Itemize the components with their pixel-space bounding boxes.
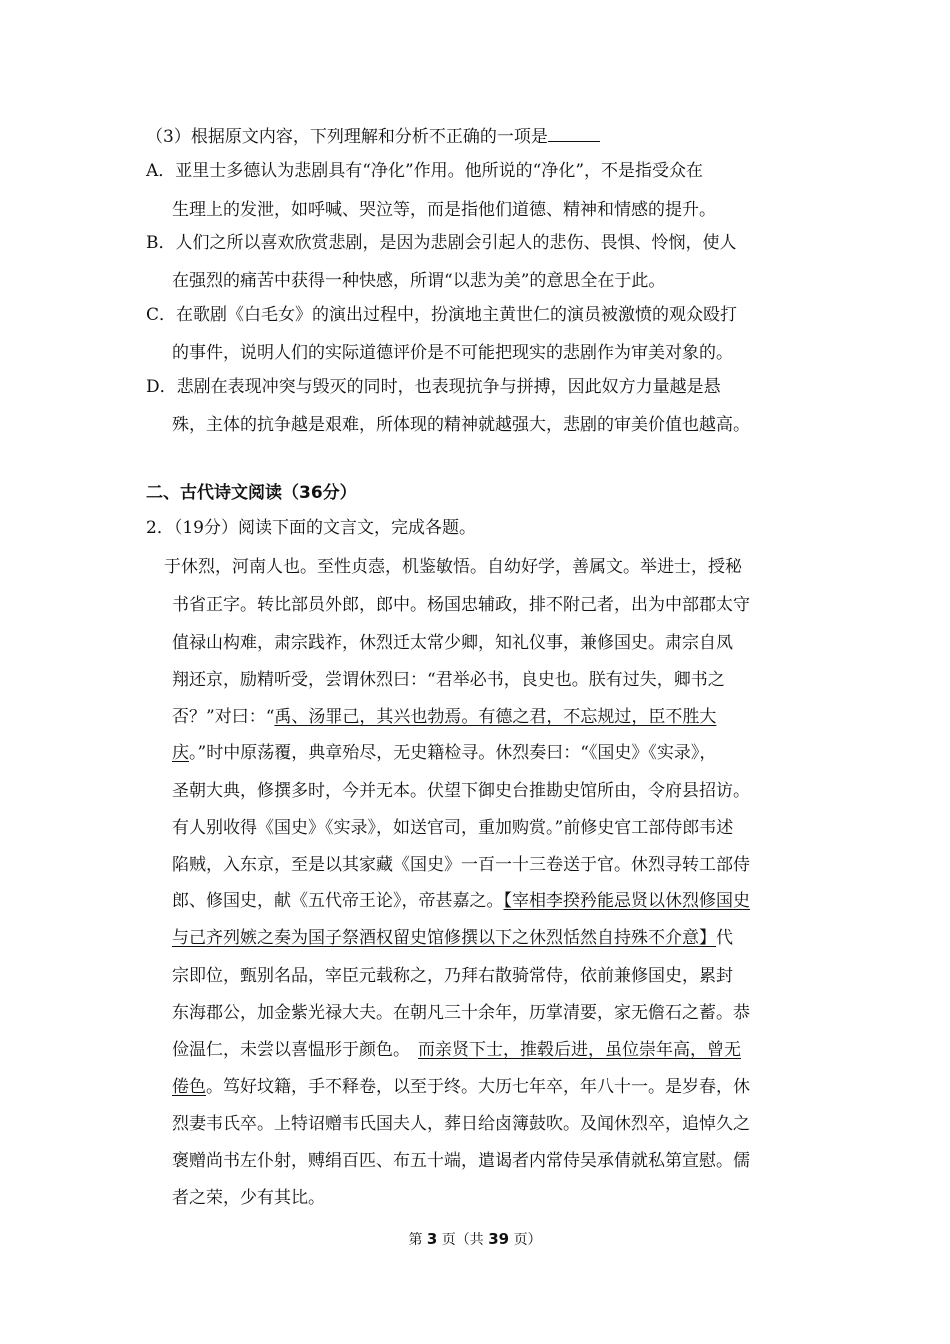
passage-line: 者之荣，少有其比。: [172, 1188, 325, 1208]
answer-blank: [548, 125, 600, 142]
passage-line: 否？”对曰：“禹、汤罪己，其兴也勃焉。有德之君，不忘规过，臣不胜大: [172, 707, 717, 727]
passage-line: 与己齐列嫉之奏为国子祭酒权留史馆修撰以下之休烈恬然自持殊不介意】代: [172, 928, 733, 948]
option-c-line2: 的事件，说明人们的实际道德评价是不可能把现实的悲剧作为审美对象的。: [172, 343, 733, 363]
passage-line: 烈妻韦氏卒。上特诏赠韦氏国夫人，葬日给卤簿鼓吹。及闻休烈卒，追悼久之: [172, 1114, 750, 1134]
total-pages: 39: [488, 1230, 510, 1248]
section-heading: 二、古代诗文阅读（36分）: [146, 483, 357, 503]
passage-line: 有人别收得《国史》《实录》，如送官司，重加购赏。”前修史官工部侍郎韦述: [172, 818, 734, 838]
passage-line: 值禄山构难，肃宗践祚，休烈迁太常少卿，知礼仪事，兼修国史。肃宗自凤: [172, 633, 733, 653]
option-d-line2: 殊，主体的抗争越是艰难，所体现的精神就越强大，悲剧的审美价值也越高。: [172, 415, 750, 435]
passage-line: 圣朝大典，修撰多时，今并无本。伏望下御史台推勘史馆所由，令府县招访。: [172, 781, 750, 801]
passage-line: 庆。”时中原荡覆，典章殆尽，无史籍检寻。休烈奏曰：“《国史》《实录》，: [172, 743, 717, 763]
underlined-sentence-1: 禹、汤罪己，其兴也勃焉。有德之君，不忘规过，臣不胜大: [274, 707, 717, 727]
passage-line: 褒赠尚书左仆射，赙绢百匹、布五十端，遣谒者内常侍吴承倩就私第宣慰。儒: [172, 1151, 750, 1171]
underlined-sentence-1-end: 庆: [172, 743, 189, 763]
option-c-line1: C．在歌剧《白毛女》的演出过程中，扮演地主黄世仁的演员被激愤的观众殴打: [146, 305, 738, 325]
underlined-sentence-2-end: 倦色: [172, 1077, 206, 1097]
passage-line: 于休烈，河南人也。至性贞悫，机鉴敏悟。自幼好学，善属文。举进士，授秘: [164, 557, 742, 577]
passage-line: 宗即位，甄别名品，宰臣元载称之，乃拜右散骑常侍，依前兼修国史，累封: [172, 966, 733, 986]
option-a-line2: 生理上的发泄，如呼喊、哭泣等，而是指他们道德、精神和情感的提升。: [172, 200, 716, 220]
bracketed-unpunctuated-passage-end: 与己齐列嫉之奏为国子祭酒权留史馆修撰以下之休烈恬然自持殊不介意】: [172, 928, 716, 948]
option-a-line1: A．亚里士多德认为悲剧具有“净化”作用。他所说的“净化”，不是指受众在: [146, 161, 704, 181]
passage-line: 陷贼，入东京，至是以其家藏《国史》一百一十三卷送于官。休烈寻转工部侍: [172, 855, 750, 875]
page-footer: 第 3 页（共 39 页）: [408, 1230, 542, 1248]
question-2-intro: 2．（19分）阅读下面的文言文，完成各题。: [146, 518, 476, 538]
passage-line: 书省正字。转比部员外郎，郎中。杨国忠辅政，排不附己者，出为中部郡太守: [172, 595, 750, 615]
option-b-line2: 在强烈的痛苦中获得一种快感，所谓“以悲为美”的意思全在于此。: [172, 271, 666, 291]
passage-line: 倦色。笃好坟籍，手不释卷，以至于终。大历七年卒，年八十一。是岁春，休: [172, 1077, 750, 1097]
page-number: 3: [426, 1230, 438, 1248]
passage-line: 翔还京，励精听受，尝谓休烈曰：“君举必书，良史也。朕有过失，卿书之: [172, 670, 725, 690]
bracketed-unpunctuated-passage: 【宰相李揆矜能忌贤以休烈修国史: [503, 891, 750, 911]
option-d-line1: D．悲剧在表现冲突与毁灭的同时，也表现抗争与拼搏，因此奴方力量越是悬: [146, 377, 721, 397]
underlined-sentence-2: 而亲贤下士，推毂后进，虽位崇年高，曾无: [418, 1040, 741, 1060]
passage-line: 俭温仁，未尝以喜愠形于颜色。 而亲贤下士，推毂后进，虽位崇年高，曾无: [172, 1040, 741, 1060]
option-b-line1: B．人们之所以喜欢欣赏悲剧，是因为悲剧会引起人的悲伤、畏惧、怜悯，使人: [146, 233, 737, 253]
passage-line: 郎、修国史，献《五代帝王论》，帝甚嘉之。【宰相李揆矜能忌贤以休烈修国史: [172, 891, 750, 911]
passage-line: 东海郡公，加金紫光禄大夫。在朝凡三十余年，历掌清要，家无儋石之蓄。恭: [172, 1003, 750, 1023]
question-stem: （3）根据原文内容，下列理解和分析不正确的一项是: [146, 125, 600, 148]
